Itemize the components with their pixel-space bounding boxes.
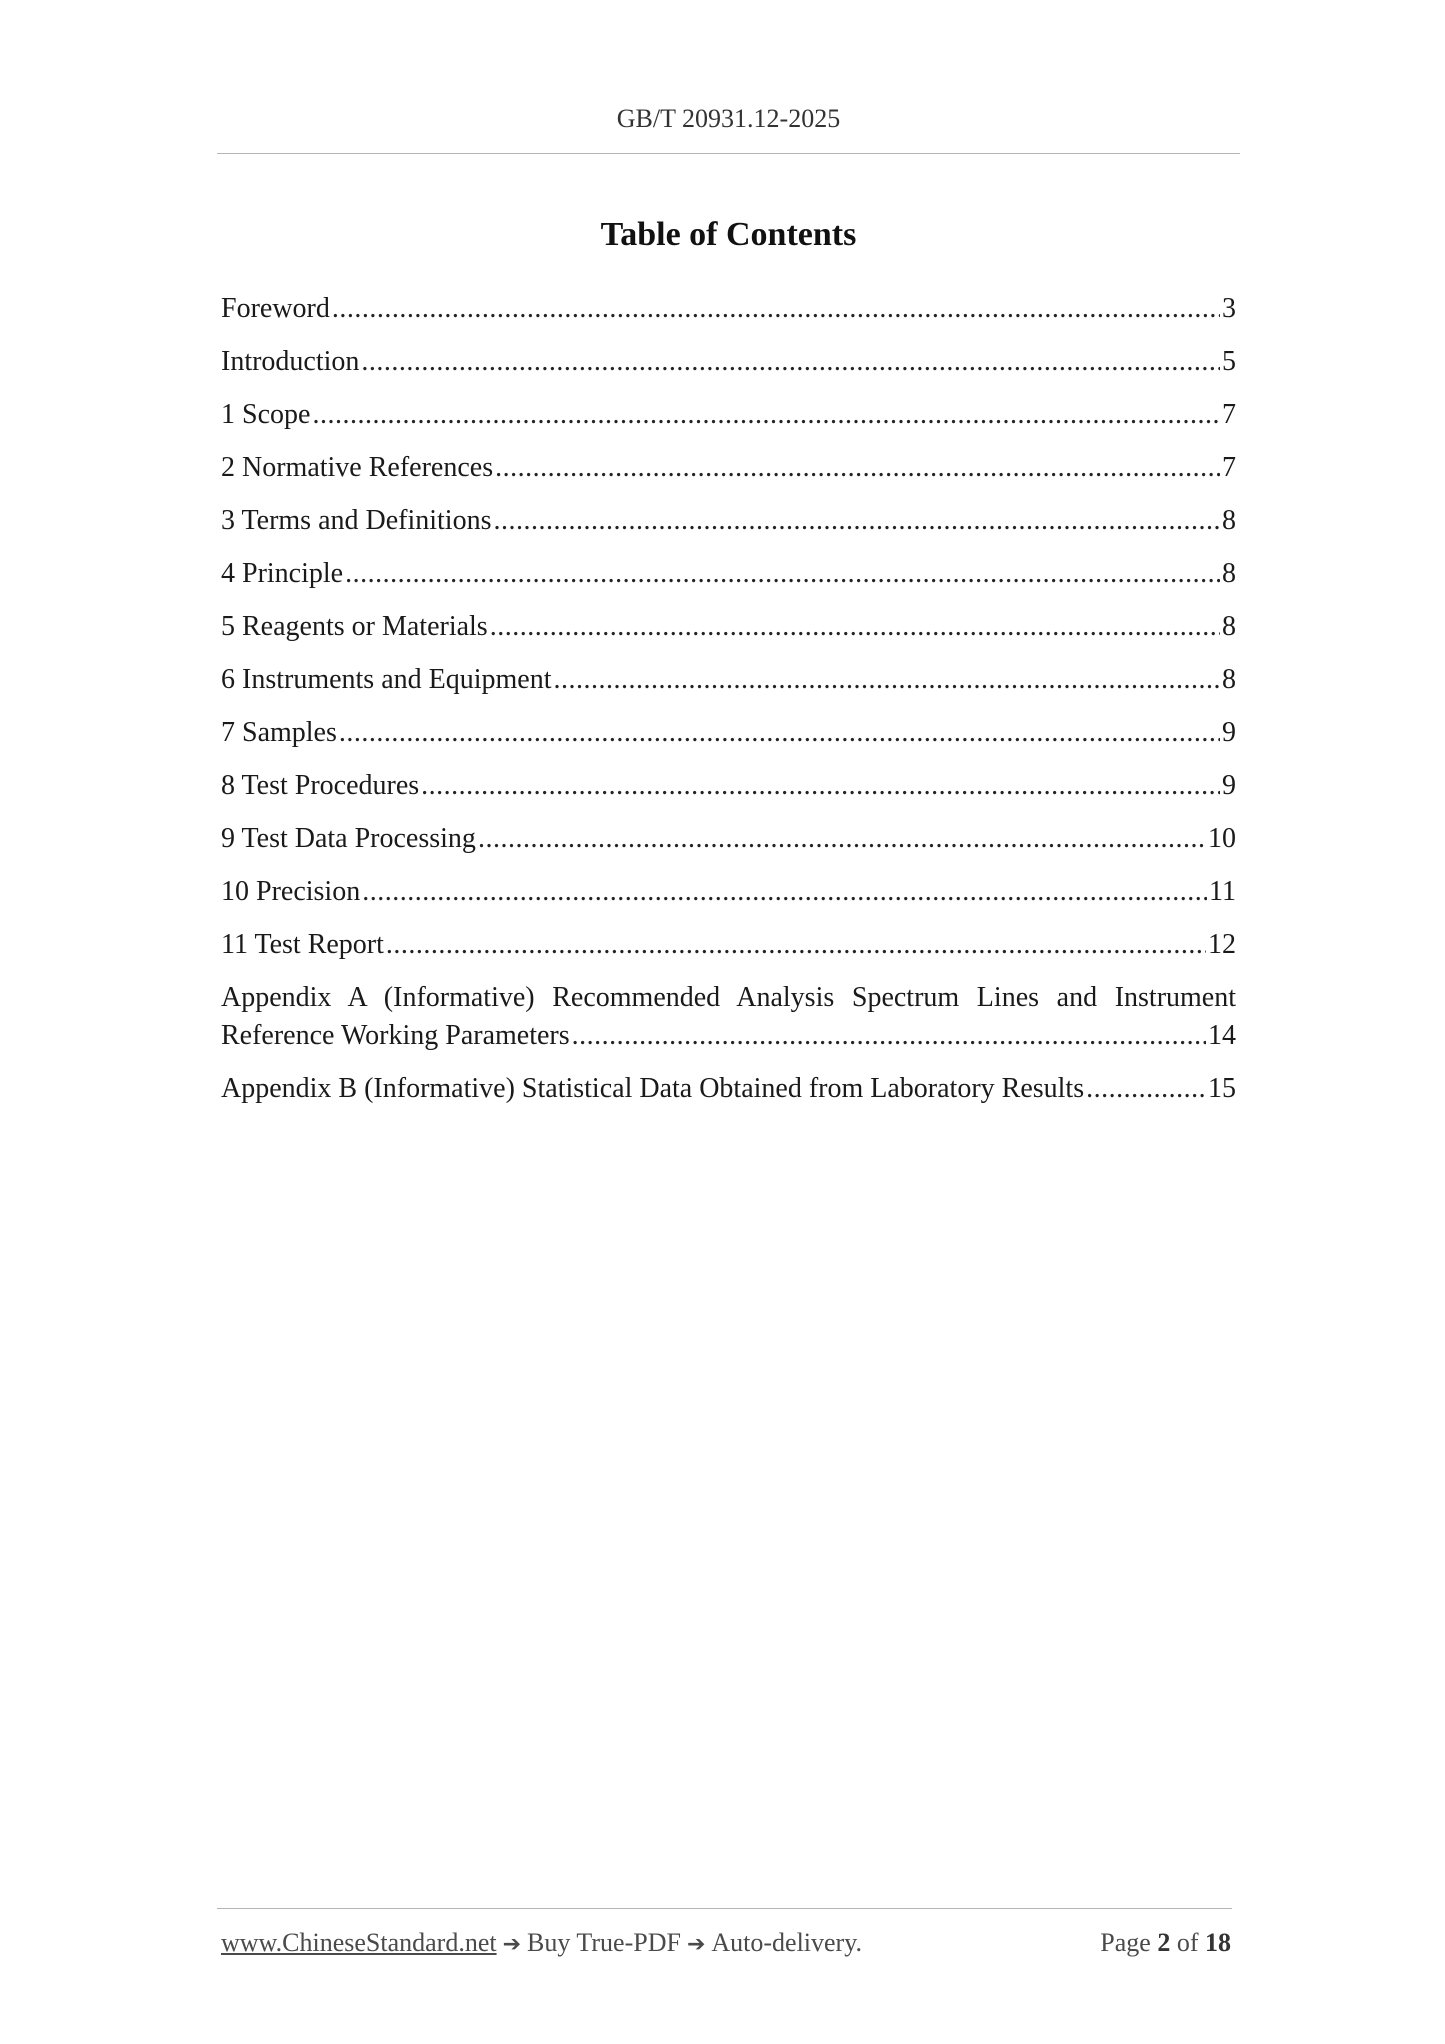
toc-entry-text: 6 Instruments and Equipment xyxy=(221,664,552,695)
toc-entry-text: 2 Normative References xyxy=(221,452,494,483)
table-of-contents xyxy=(221,290,1236,1123)
toc-entry-instruments-and-equipment[interactable] xyxy=(221,661,1236,699)
toc-entry-terms-and-definitions[interactable] xyxy=(221,502,1236,540)
toc-entry-introduction[interactable] xyxy=(221,343,1236,381)
right-arrow-icon: ➔ xyxy=(686,1932,706,1957)
toc-page-number: 15 xyxy=(1208,1073,1236,1104)
dot-leader xyxy=(421,767,1220,805)
toc-entry-test-report[interactable] xyxy=(221,926,1236,964)
toc-entry-text: 8 Test Procedures xyxy=(221,770,420,801)
page-label: Page xyxy=(1100,1928,1151,1957)
toc-page-number: 8 xyxy=(1222,558,1236,589)
toc-entry-reagents-or-materials[interactable] xyxy=(221,608,1236,646)
page-indicator xyxy=(1100,1928,1231,1958)
toc-page-number: 7 xyxy=(1222,452,1236,483)
toc-entry-text: Reference Working Parameters xyxy=(221,1020,570,1051)
dot-leader xyxy=(490,608,1220,646)
toc-page-number: 7 xyxy=(1222,399,1236,430)
toc-page-number: 5 xyxy=(1222,346,1236,377)
buy-true-pdf-text: Buy True-PDF xyxy=(527,1928,681,1957)
page-of-label: of xyxy=(1176,1928,1199,1957)
toc-entry-precision[interactable] xyxy=(221,873,1236,911)
footer-promo xyxy=(221,1928,862,1958)
toc-page-number: 14 xyxy=(1208,1020,1236,1051)
toc-page-number: 9 xyxy=(1222,717,1236,748)
toc-entry-text: 4 Principle xyxy=(221,558,344,589)
dot-leader xyxy=(362,873,1207,911)
dot-leader xyxy=(572,1017,1206,1055)
toc-page-number: 8 xyxy=(1222,611,1236,642)
total-page-count: 18 xyxy=(1205,1928,1231,1957)
toc-entry-text: Introduction xyxy=(221,346,360,377)
toc-page-number: 8 xyxy=(1222,664,1236,695)
toc-entry-normative-references[interactable] xyxy=(221,449,1236,487)
toc-entry-text: Appendix B (Informative) Statistical Data Obtained from Laboratory Results xyxy=(221,1073,1085,1104)
right-arrow-icon: ➔ xyxy=(502,1932,522,1957)
dot-leader xyxy=(1086,1070,1206,1108)
header-divider xyxy=(217,153,1240,154)
toc-page-number: 12 xyxy=(1208,929,1236,960)
toc-entry-appendix-b[interactable] xyxy=(221,1070,1236,1108)
dot-leader xyxy=(361,343,1220,381)
toc-entry-text: 11 Test Report xyxy=(221,929,384,960)
toc-entry-text: 5 Reagents or Materials xyxy=(221,611,488,642)
toc-entry-foreword[interactable] xyxy=(221,290,1236,328)
chinese-standard-link[interactable]: www.ChineseStandard.net xyxy=(221,1928,497,1957)
dot-leader xyxy=(478,820,1206,858)
toc-entry-samples[interactable] xyxy=(221,714,1236,752)
toc-entry-text: 9 Test Data Processing xyxy=(221,823,476,854)
document-code-header: GB/T 20931.12-2025 xyxy=(616,104,841,133)
toc-entry-test-procedures[interactable] xyxy=(221,767,1236,805)
toc-page-number: 10 xyxy=(1208,823,1236,854)
toc-entry-text: 3 Terms and Definitions xyxy=(221,505,492,536)
dot-leader xyxy=(332,290,1220,328)
dot-leader xyxy=(493,502,1220,540)
dot-leader xyxy=(554,661,1220,699)
current-page-number: 2 xyxy=(1157,1928,1171,1957)
toc-entry-text: 1 Scope xyxy=(221,399,311,430)
toc-entry-text-line-1: Appendix A (Informative) Recommended Analysis Spectrum Lines and Instrument xyxy=(221,982,1236,1013)
toc-entry-scope[interactable] xyxy=(221,396,1236,434)
dot-leader xyxy=(345,555,1220,593)
toc-entry-text: 7 Samples xyxy=(221,717,337,748)
dot-leader xyxy=(386,926,1206,964)
dot-leader xyxy=(339,714,1220,752)
dot-leader xyxy=(312,396,1220,434)
toc-page-number: 9 xyxy=(1222,770,1236,801)
toc-entry-test-data-processing[interactable] xyxy=(221,820,1236,858)
toc-page-number: 11 xyxy=(1209,876,1236,907)
footer-divider xyxy=(217,1908,1232,1909)
toc-entry-text: 10 Precision xyxy=(221,876,361,907)
toc-page-number: 3 xyxy=(1222,293,1236,324)
toc-entry-text: Foreword xyxy=(221,293,330,324)
dot-leader xyxy=(495,449,1220,487)
toc-title: Table of Contents xyxy=(600,216,857,253)
toc-entry-principle[interactable] xyxy=(221,555,1236,593)
toc-page-number: 8 xyxy=(1222,505,1236,536)
toc-entry-appendix-a[interactable] xyxy=(221,979,1236,1055)
auto-delivery-text: Auto-delivery. xyxy=(711,1928,863,1957)
